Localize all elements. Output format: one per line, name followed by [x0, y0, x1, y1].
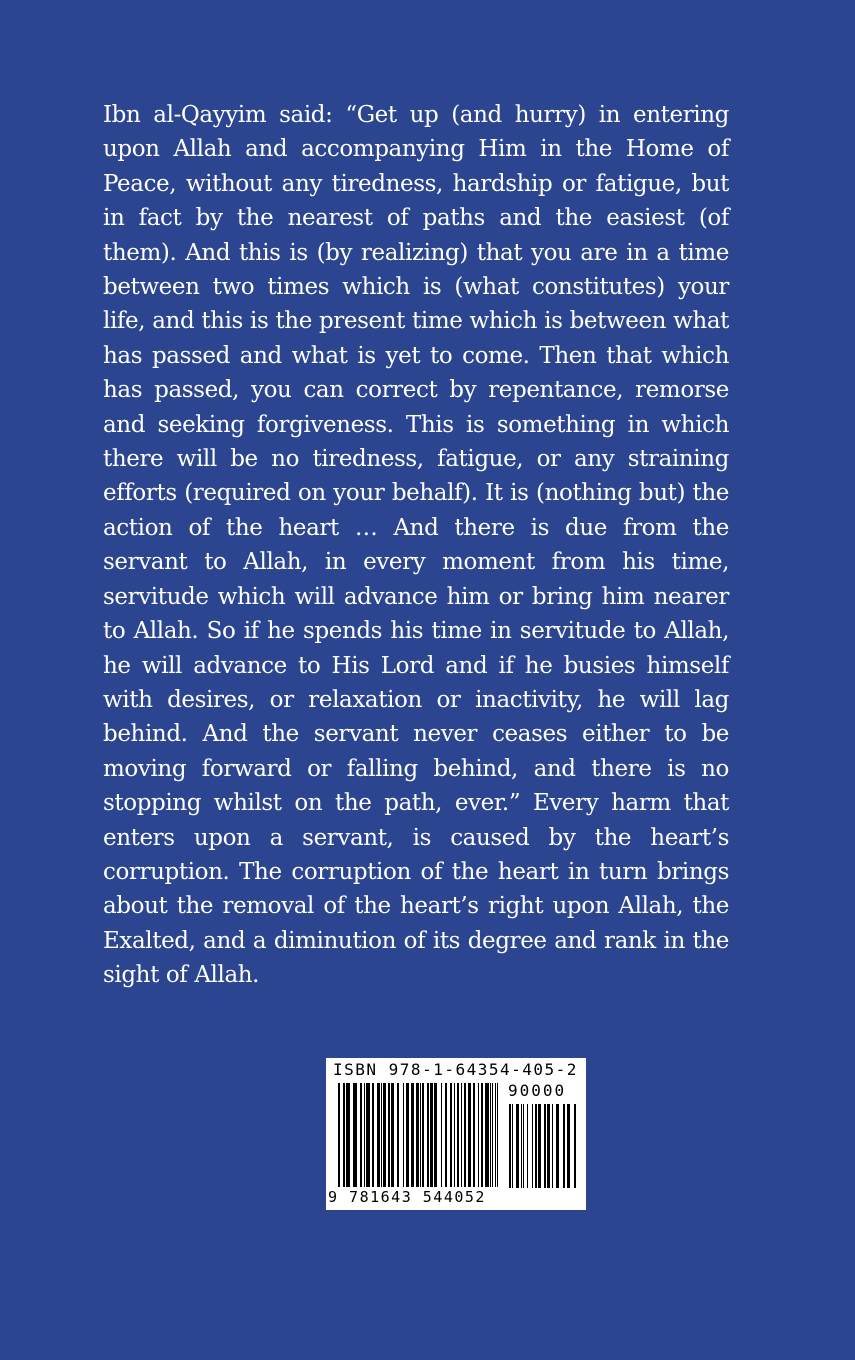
barcode-bar	[445, 1083, 447, 1187]
isbn-label: ISBN 978-1-64354-405-2	[333, 1060, 578, 1079]
barcode-bar	[411, 1083, 414, 1187]
barcode-bar	[391, 1083, 394, 1187]
barcode-bar	[509, 1104, 511, 1188]
barcode-bar	[516, 1104, 519, 1188]
barcode-bar	[430, 1083, 433, 1187]
barcode-bar	[490, 1083, 491, 1187]
barcode-bar	[532, 1104, 533, 1188]
barcode-bar	[574, 1104, 576, 1188]
barcode-bar	[497, 1083, 498, 1187]
barcode-bar	[556, 1104, 559, 1188]
barcode-bar	[377, 1083, 380, 1187]
barcode-bar	[416, 1083, 419, 1187]
barcode-bar	[521, 1104, 522, 1188]
barcode-bar	[478, 1083, 479, 1187]
barcode-bar	[434, 1083, 437, 1187]
barcode-bar	[441, 1083, 442, 1187]
barcode-bar	[427, 1083, 429, 1187]
barcode-bar	[473, 1083, 475, 1187]
barcode-bar	[353, 1083, 357, 1187]
barcode-bar	[366, 1083, 370, 1187]
barcode-bar	[397, 1083, 399, 1187]
barcode-bar	[403, 1083, 404, 1187]
barcode-bar	[381, 1083, 382, 1187]
barcode-bar	[538, 1104, 541, 1188]
barcode-bar	[481, 1083, 483, 1187]
barcode-bar	[563, 1104, 565, 1188]
barcode-bar	[364, 1083, 365, 1187]
barcode-bar	[523, 1104, 524, 1188]
barcode-bar	[422, 1083, 424, 1187]
barcode-bar	[388, 1083, 390, 1187]
barcode-bar	[461, 1083, 462, 1187]
barcode-bar	[457, 1083, 459, 1187]
barcode-bar	[485, 1083, 489, 1187]
barcode-bar	[372, 1083, 374, 1187]
barcode-bar	[454, 1083, 455, 1187]
barcode-bar	[420, 1083, 421, 1187]
barcode-bar	[512, 1104, 513, 1188]
barcode-bar	[343, 1083, 345, 1187]
barcode-bars	[338, 1083, 500, 1187]
barcode-bar	[406, 1083, 409, 1187]
barcode-bar	[450, 1083, 452, 1187]
barcode-bar	[468, 1083, 471, 1187]
price-code: 90000	[508, 1081, 567, 1100]
barcode-bar	[383, 1083, 386, 1187]
isbn-barcode	[326, 1058, 586, 1210]
barcode-bar	[544, 1104, 546, 1188]
barcode-bar	[527, 1104, 528, 1188]
barcode-bar	[567, 1104, 570, 1188]
addon-barcode-bars	[509, 1104, 577, 1188]
barcode-bar	[346, 1083, 350, 1187]
barcode-bar	[535, 1104, 537, 1188]
barcode-bar	[464, 1083, 466, 1187]
barcode-bar	[547, 1104, 550, 1188]
barcode-bar	[360, 1083, 362, 1187]
barcode-digits: 9 781643 544052	[328, 1188, 486, 1206]
back-cover-blurb: Ibn al-Qayyim said: “Get up (and hurry) in entering upon Allah and accompanying Him in the Home of Peace, without any tiredness, hardship or fatigue, but in fact by the nearest of paths and the easiest (of them). And this is (by realizing) that you are in a time between two times which is (what constitutes) your life, and this is the present time which is between what has passed and what is yet to come. Then that which has passed, you can correct by repentance, remorse and seeking forgiveness. This is something in which there will be no tiredness, fatigue, or any straining efforts (required on your behalf). It is (nothing but) the action of the heart … And there is due from the servant to Allah, in every moment from his time, servitude which will advance him or bring him nearer to Allah. So if he spends his time in servitude to Allah, he will advance to His Lord and if he busies himself with desires, or relaxation or inactivity, he will lag behind. And the servant never ceases either to be moving forward or falling behind, and there is no stopping whilst on the path, ever.” Every harm that enters upon a servant, is caused by the heart’s corruption. The corruption of the heart in turn brings about the removal of the heart’s right upon Allah, the Exalted, and a diminution of its degree and rank in the sight of Allah.	[103, 102, 729, 989]
barcode-bar	[492, 1083, 493, 1187]
barcode-bar	[338, 1083, 340, 1187]
barcode-bar	[495, 1083, 496, 1187]
barcode-bar	[552, 1104, 553, 1188]
